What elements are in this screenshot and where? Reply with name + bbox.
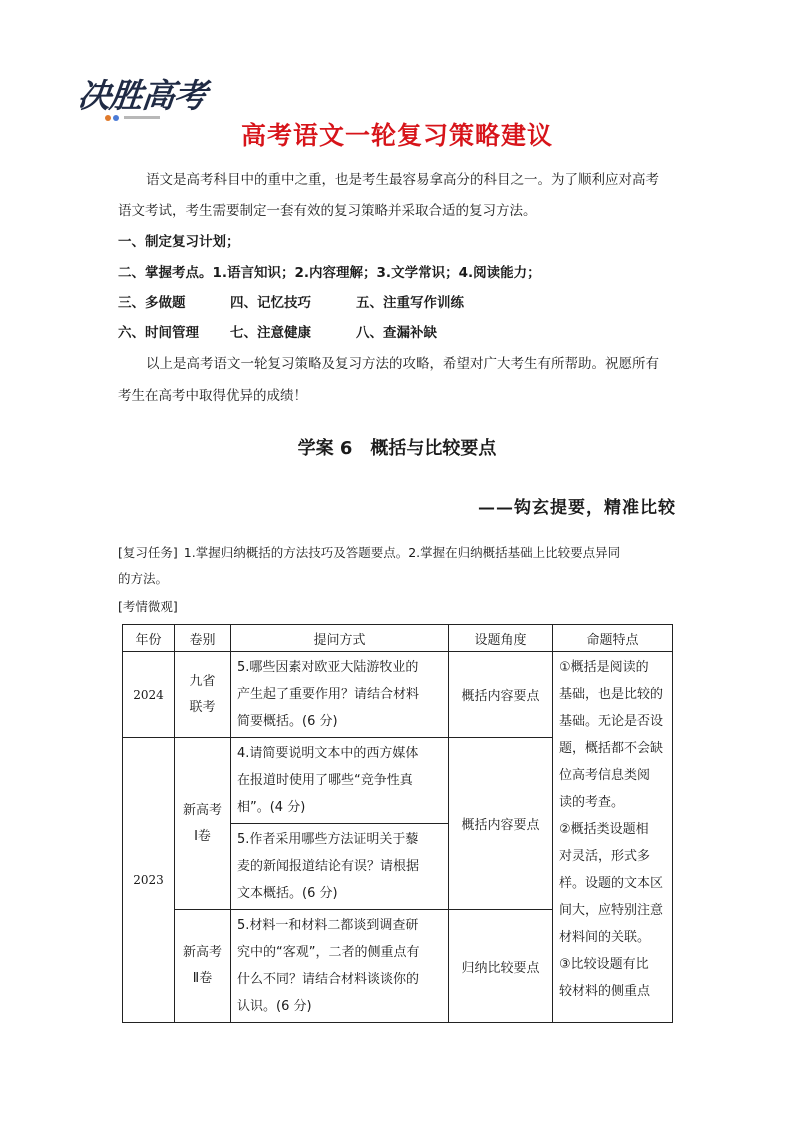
- strategy-item-3: 三、多做题: [118, 295, 186, 311]
- cell-angle: 概括内容要点: [449, 652, 553, 738]
- cell-question: 5.作者采用哪些方法证明关于藜 麦的新闻报道结论有误？请根据 文本概括。(6 分): [231, 824, 449, 910]
- header-question: 提问方式: [231, 625, 449, 652]
- cell-question: 5.材料一和材料二都谈到调查研 究中的“客观”，二者的侧重点有 什么不同？请结合材料谈谈你的 认识。(6 分): [231, 910, 449, 1023]
- cell-features: ①概括是阅读的 基础，也是比较的 基础。无论是否设 题，概括都不会缺 位高考信息类阅 读的考查。 ②概括类设题相 对灵活，形式多 样。设题的文本区 间大，应特别注意 材料间的关联。 ③比较设题有比 较材料的侧重点: [553, 652, 673, 1023]
- cell-question: 5.哪些因素对欧亚大陆游牧业的 产生起了重要作用？请结合材料 简要概括。(6 分): [231, 652, 449, 738]
- cell-question: 4.请简要说明文本中的西方媒体 在报道时使用了哪些“竞争性真 相”。(4 分): [231, 738, 449, 824]
- exam-table: [122, 624, 673, 1023]
- strategy-item-4: 四、记忆技巧: [230, 295, 311, 311]
- cell-angle: 归纳比较要点: [449, 910, 553, 1023]
- cell-year: 2023: [123, 738, 175, 1023]
- strategy-item-5: 五、注重写作训练: [356, 295, 464, 311]
- review-task: [118, 540, 678, 592]
- cell-volume: 新高考 Ⅱ卷: [175, 910, 231, 1023]
- header-feature: 命题特点: [553, 625, 673, 652]
- strategy-item-7: 七、注意健康: [230, 325, 311, 341]
- cell-volume: 新高考 Ⅰ卷: [175, 738, 231, 910]
- intro-line-1: 语文是高考科目中的重中之重，也是考生最容易拿高分的科目之一。为了顺利应对高考: [146, 172, 659, 188]
- intro-line-2: 语文考试，考生需要制定一套有效的复习策略并采取合适的复习方法。: [118, 203, 537, 219]
- exam-overview-label: [考情微观]: [118, 599, 178, 614]
- header-year: 年份: [123, 625, 175, 652]
- table-header-row: [123, 625, 673, 652]
- review-task-tag: [复习任务]: [118, 545, 178, 560]
- cell-year: 2024: [123, 652, 175, 738]
- table-row: [123, 652, 673, 738]
- strategy-item-8: 八、查漏补缺: [356, 325, 437, 341]
- lesson-subtitle: ——钩玄提要，精准比较: [478, 498, 676, 518]
- lesson-title: 学案 6 概括与比较要点: [297, 438, 497, 459]
- header-angle: 设题角度: [449, 625, 553, 652]
- strategy-item-6: 六、时间管理: [118, 325, 199, 341]
- header-volume: 卷别: [175, 625, 231, 652]
- review-task-line-2: 的方法。: [118, 571, 169, 586]
- outro-line-1: 以上是高考语文一轮复习策略及复习方法的攻略，希望对广大考生有所帮助。祝愿所有: [146, 356, 659, 372]
- cell-angle: 概括内容要点: [449, 738, 553, 910]
- review-task-line-1: 1.掌握归纳概括的方法技巧及答题要点。2.掌握在归纳概括基础上比较要点异同: [183, 545, 621, 560]
- strategy-item-2: 二、掌握考点。1.语言知识；2.内容理解；3.文学常识；4.阅读能力；: [118, 265, 541, 281]
- outro-line-2: 考生在高考中取得优异的成绩！: [118, 388, 307, 404]
- strategy-item-1: 一、制定复习计划；: [118, 234, 240, 250]
- cell-volume: 九省 联考: [175, 652, 231, 738]
- logo-text: 决胜高考: [75, 76, 208, 115]
- page-title: 高考语文一轮复习策略建议: [240, 121, 553, 150]
